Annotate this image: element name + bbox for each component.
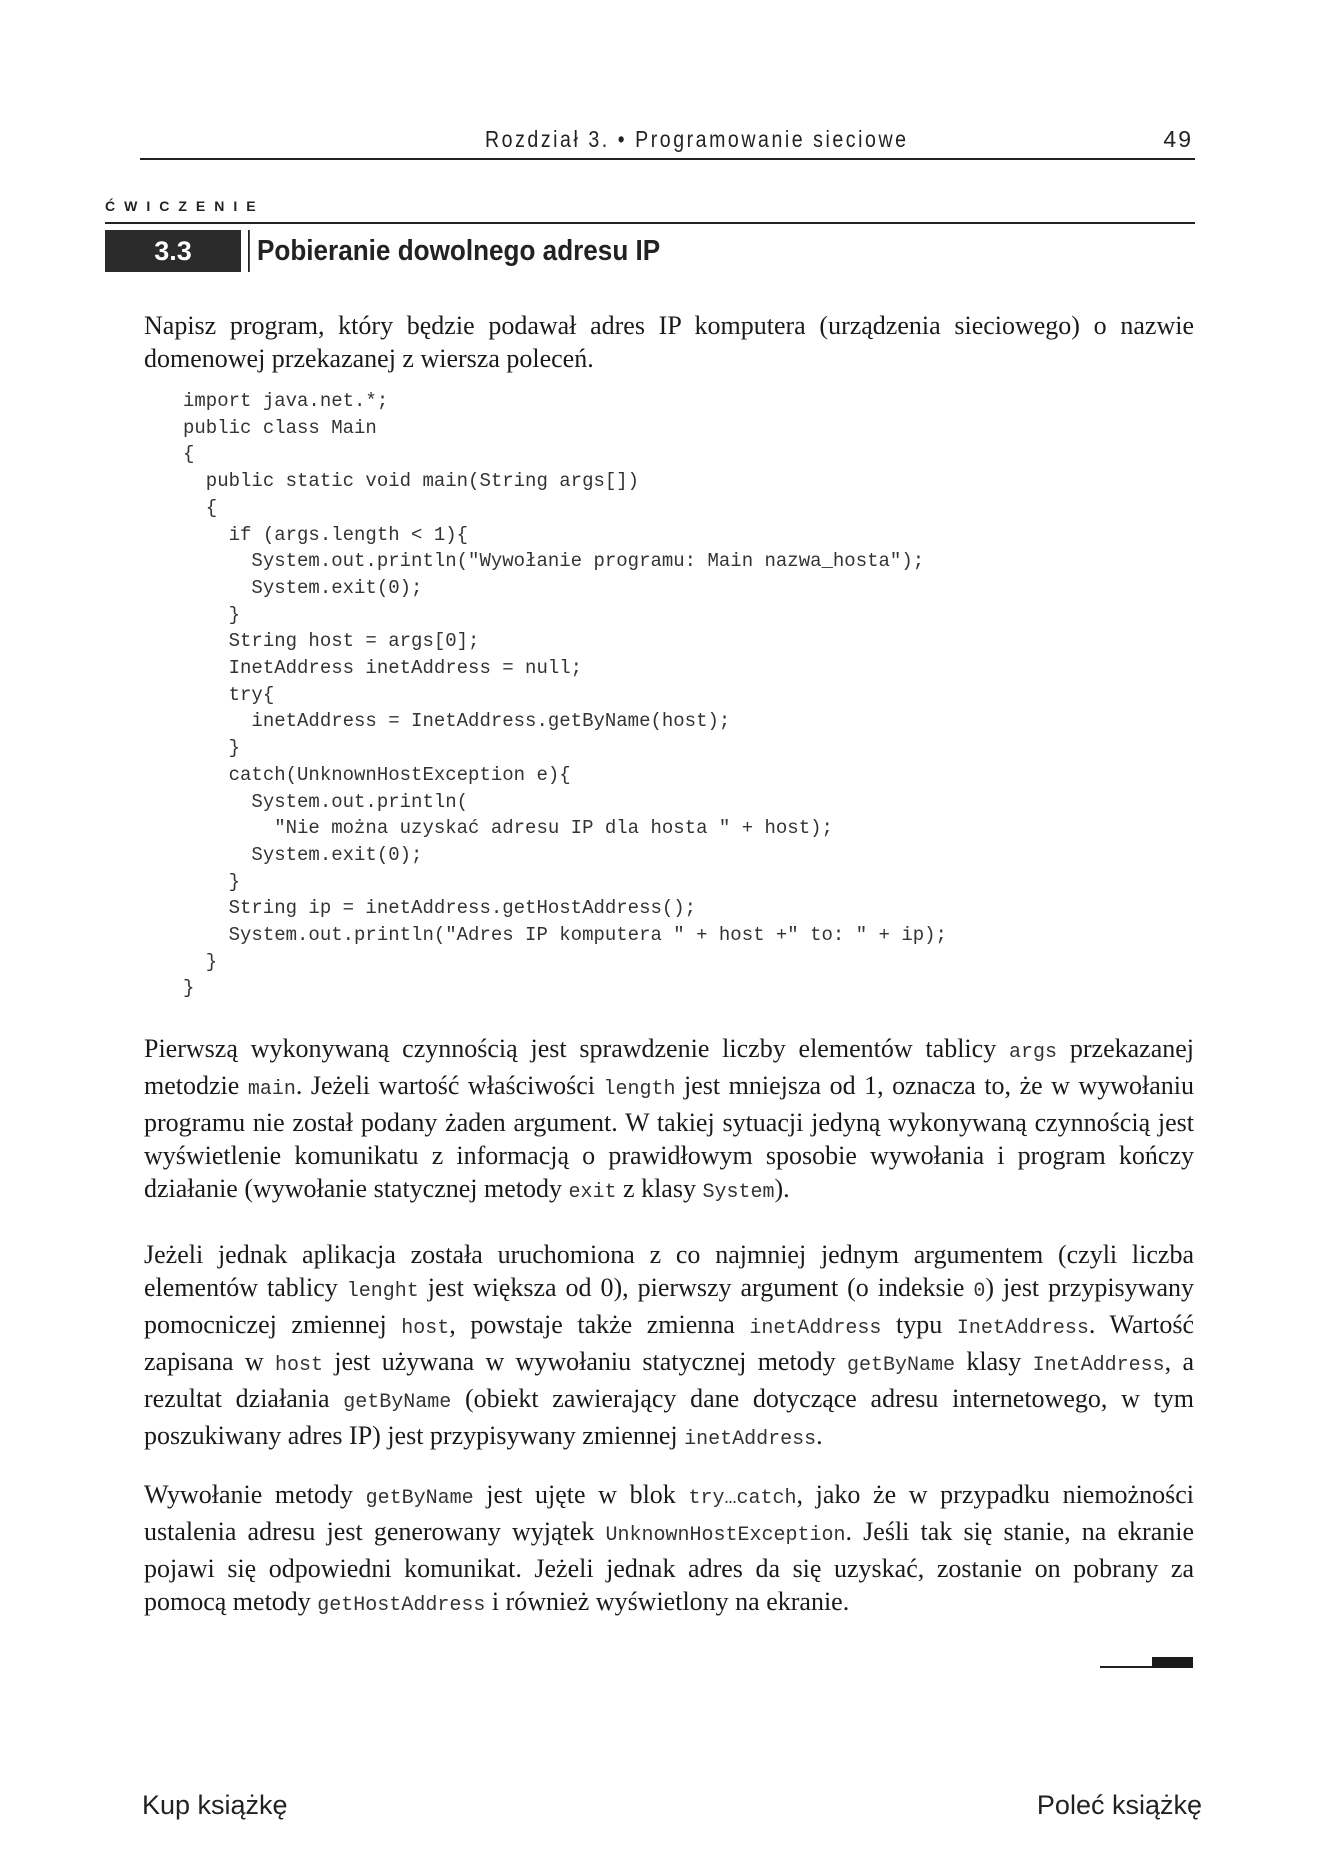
code-line: InetAddress inetAddress = null; [183,657,583,680]
inline-code: inetAddress [684,1428,817,1451]
exercise-number-badge: 3.3 [105,230,241,272]
text-run: Wywołanie metody [144,1480,366,1509]
inline-code: args [1009,1041,1058,1064]
code-listing [183,388,947,1002]
code-line: "Nie można uzyskać adresu IP dla hosta " + host); [183,817,833,840]
inline-code: main [247,1078,296,1101]
recommend-book-link[interactable]: Poleć książkę [1036,1790,1202,1820]
text-run: jest mniejsza od 1, oznacza to, że w wywołaniu programu nie został podany żaden argument. W takiej sytuacji jedyną wykonywaną czynnością jest wyświetlenie komunikatu z informacją o prawidłowym sposobie wywołania i program kończy działanie (wywołanie statycznej metody [144,1071,1194,1203]
text-run: przekazanej metodzie [144,1034,1194,1100]
text-run: . Jeżeli wartość właściwości [295,1071,604,1100]
exercise-rule [105,222,1195,224]
code-line: System.exit(0); [183,576,423,599]
inline-code: getByName [847,1354,956,1377]
explanation-paragraph-1 [144,1032,1194,1209]
inline-code: getByName [343,1391,452,1414]
explanation-paragraph-2 [144,1238,1194,1456]
text-run: klasy [955,1347,1033,1376]
code-line: public class Main [183,416,377,439]
explanation-paragraph-3 [144,1478,1194,1622]
code-line: try{ [183,683,275,706]
code-line: public static void main(String args[]) [183,470,640,493]
code-line: import java.net.*; [183,390,389,412]
code-line: String host = args[0]; [183,630,480,653]
buy-book-link[interactable]: Kup książkę [142,1790,288,1820]
code-line: { [183,496,218,519]
code-line: System.exit(0); [183,843,423,866]
code-line: System.out.println("Adres IP komputera " + host +" to: " + ip); [183,924,947,947]
inline-code: host [401,1317,450,1340]
code-line: System.out.println( [183,790,469,813]
inline-code: inetAddress [749,1317,882,1340]
text-run: Jeżeli jednak aplikacja została uruchomiona z co najmniej jednym argumentem (czyli liczba elementów tablicy [144,1240,1194,1302]
running-title: Rozdział 3. • Programowanie sieciowe [485,126,909,152]
inline-code: lenght [346,1280,419,1303]
text-run: jest ujęte w blok [473,1480,689,1509]
inline-code: InetAddress [1032,1354,1165,1377]
text-run: , jako że w przypadku niemożności ustalenia adresu jest generowany wyjątek [144,1480,1194,1546]
text-run: jest większa od 0), pierwszy argument (o indeksie [418,1273,974,1302]
code-line: } [183,977,195,1000]
text-run: , powstaje także zmienna [449,1310,750,1339]
code-line: } [183,950,218,973]
inline-code: UnknownHostException [605,1524,846,1547]
page-number: 49 [1163,126,1193,152]
inline-code: length [603,1078,676,1101]
exercise-title: Pobieranie dowolnego adresu IP [248,230,660,272]
text-run: i również wyświetlony na ekranie. [485,1587,850,1616]
inline-code: System [702,1181,775,1204]
inline-code: getHostAddress [317,1594,486,1617]
text-run: typu [881,1310,957,1339]
end-mark-block [1152,1657,1193,1668]
text-run: . Wartość zapisana w [144,1310,1194,1376]
inline-code: InetAddress [956,1317,1089,1340]
code-line: } [183,737,241,760]
inline-code: host [274,1354,323,1377]
inline-code: getByName [365,1487,474,1510]
code-line: String ip = inetAddress.getHostAddress(); [183,897,697,920]
code-line: } [183,870,241,893]
inline-code: try…catch [688,1487,797,1510]
text-run: ) jest przypisywany pomocniczej zmiennej [144,1273,1194,1339]
text-run: Pierwszą wykonywaną czynnością jest sprawdzenie liczby elementów tablicy [144,1034,1010,1063]
text-run: (obiekt zawierający dane dotyczące adresu internetowego, w tym poszukiwany adres IP) jest przypisywany zmiennej [144,1384,1194,1450]
code-line: System.out.println("Wywołanie programu: Main nazwa_hosta"); [183,550,925,573]
code-line: { [183,443,195,466]
code-line: } [183,603,241,626]
code-line: inetAddress = InetAddress.getByName(host); [183,710,731,733]
text-run: jest używana w wywołaniu statycznej metody [322,1347,848,1376]
text-run: . [816,1421,823,1450]
exercise-label: ĆWICZENIE [105,198,265,214]
text-run: . Jeśli tak się stanie, na ekranie pojawi się odpowiedni komunikat. Jeżeli jednak adres da się uzyskać, zostanie on pobrany za pomocą metody [144,1517,1194,1616]
text-run: , a rezultat działania [144,1347,1194,1413]
code-line: if (args.length < 1){ [183,523,469,546]
text-run: ). [774,1174,790,1203]
code-line: catch(UnknownHostException e){ [183,763,571,786]
inline-code: exit [568,1181,617,1204]
running-head [140,118,1195,160]
inline-code: 0 [973,1280,986,1303]
end-mark-rule [1100,1666,1152,1668]
intro-paragraph: Napisz program, który będzie podawał adres IP komputera (urządzenia sieciowego) o nazwie domenowej przekazanej z wiersza poleceń. [144,311,1194,373]
text-run: z klasy [616,1174,703,1203]
